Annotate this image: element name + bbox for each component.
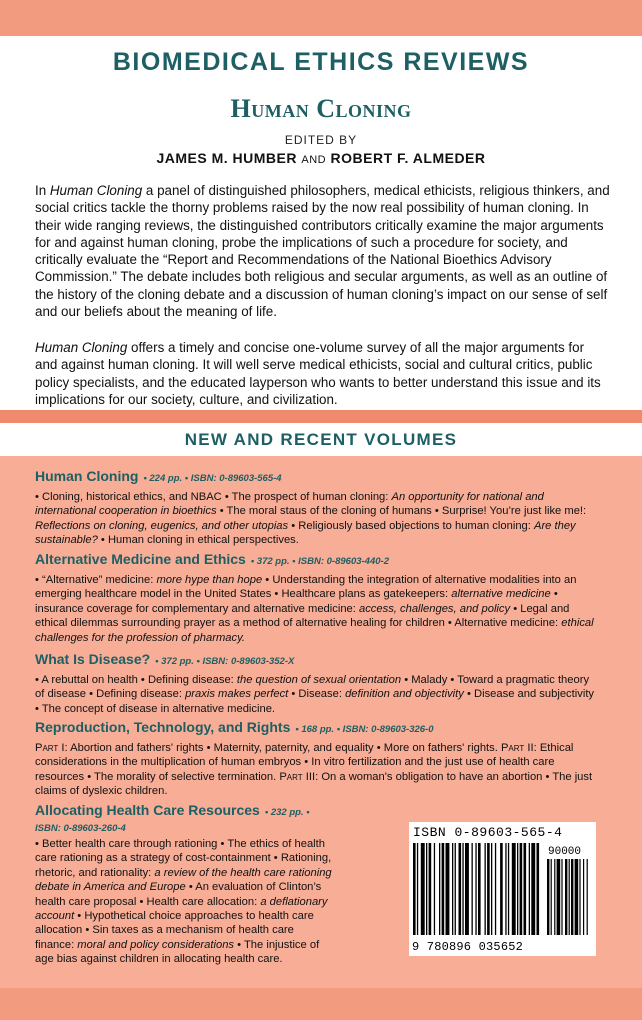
contents-italic: alternative medicine: [451, 588, 551, 601]
top-color-band: [0, 0, 642, 36]
contents-italic: definition and objectivity: [345, 688, 464, 701]
volume-title-text: Reproduction, Technology, and Rights: [35, 719, 291, 735]
barcode-bar: [529, 843, 530, 935]
contents-italic: more hype than hope: [156, 574, 263, 586]
editor-2: ROBERT F. ALMEDER: [330, 150, 486, 166]
barcode-addon: 90000: [548, 846, 582, 858]
barcode-addon-bar: [557, 859, 561, 935]
barcode-bar: [439, 843, 440, 935]
contents-italic: Are they sustainable?: [35, 519, 576, 547]
separator-band: [0, 410, 642, 423]
barcode-bar: [485, 843, 486, 935]
volume-entry-what-is-disease: [35, 650, 601, 716]
barcode-bar: [505, 843, 506, 935]
contents-text: • Malady • Toward a pragmatic theory of disease • Defining disease:: [35, 674, 590, 701]
volume-meta: • 224 pp. • ISBN: 0-89603-565-4: [143, 473, 282, 484]
volume-contents: [35, 490, 601, 548]
barcode-addon-bar: [571, 859, 573, 935]
barcode-bar: [475, 843, 476, 935]
volume-contents: [35, 837, 335, 967]
barcode-bar: [426, 843, 427, 935]
editors-and: AND: [301, 154, 327, 166]
barcode-addon-bar: [569, 859, 570, 935]
barcode-bar: [508, 843, 509, 935]
contents-text: • Legal and ethical dilemmas surrounding prayer as a method of alternative healing for children • Alternative medicine:: [35, 602, 570, 630]
volume-contents: [35, 573, 601, 645]
contents-text: : On a woman's obligation to have an abortion • The just claims of dyslexic children.: [35, 770, 593, 798]
barcode-bar: [446, 843, 450, 935]
contents-text: • Disease and subjectivity • The concept of disease in alternative medicine.: [35, 688, 595, 715]
contents-text: • Hypothetical choice approaches to health care allocation • Sin taxes as a mechanism of health care finance:: [35, 910, 314, 951]
volumes-heading-bar: [0, 423, 642, 456]
contents-part-label: Part I: [35, 742, 65, 754]
contents-text: • The moral staus of the cloning of humans • Surprise! You’re just like me!:: [216, 505, 587, 518]
barcode-bar: [413, 843, 416, 935]
barcode-bar: [452, 843, 453, 935]
contents-italic: a review of the health care rationing debate in America and Europe: [35, 866, 332, 894]
barcode-bar: [421, 843, 425, 935]
volume-meta: • 232 pp. •: [264, 807, 310, 818]
editor-1: JAMES M. HUMBER: [156, 150, 297, 166]
contents-italic: ethical challenges for the profession of pharmacy.: [35, 617, 594, 644]
contents-italic: a deflationary account: [35, 895, 328, 923]
barcode-addon-bar: [579, 859, 580, 935]
volume-title: [35, 718, 601, 739]
volume-contents: [35, 673, 601, 716]
volume-title: [35, 801, 335, 822]
barcode-bar: [434, 843, 435, 935]
contents-text: • Understanding the integration of alternative modalities into an emerging healthcare model in the United States • Healthcare plans as gatekeepers:: [35, 574, 577, 601]
contents-italic: An opportunity for national and international cooperation in bioethics: [35, 491, 544, 518]
description-paragraph-1: [35, 182, 610, 320]
contents-text: : Abortion and fathers' rights • Maternity, paternity, and equality • More on fathers' rights.: [64, 742, 501, 754]
barcode-addon-bar: [561, 859, 562, 935]
contents-text: • insurance coverage for complementary and alternative medicine:: [35, 588, 558, 615]
barcode-addon-bar: [554, 859, 555, 935]
contents-italic: access, challenges, and policy: [358, 602, 511, 615]
barcode-addon-bar: [575, 859, 579, 935]
barcode-bar: [462, 843, 463, 935]
barcode-bar: [524, 843, 527, 935]
barcode-bar: [520, 843, 523, 935]
barcode-bar: [465, 843, 469, 935]
barcode-bar: [472, 843, 473, 935]
barcode-addon-bar: [587, 859, 588, 935]
volume-meta: • 168 pp. • ISBN: 0-89603-326-0: [295, 724, 434, 735]
contents-part-label: Part II: [500, 742, 534, 754]
desc2-text: offers a timely and concise one-volume survey of all the major arguments for and against human cloning. It will well serve medical ethicists, social and cultural critics, public policy specialists, and the educated layperson who wants to better understand this issue and its implications for our society, culture, and civilization.: [35, 340, 601, 407]
volume-isbn: ISBN: 0-89603-260-4: [35, 823, 126, 834]
barcode-bar: [517, 843, 518, 935]
volumes-heading: NEW AND RECENT VOLUMES: [184, 430, 458, 449]
volume-title-text: Alternative Medicine and Ethics: [35, 551, 246, 567]
contents-text: • A rebuttal on health • Defining disease:: [35, 674, 237, 686]
volume-meta: • 372 pp. • ISBN: 0-89603-440-2: [250, 556, 389, 567]
barcode-addon-bar: [583, 859, 584, 935]
volume-title-text: What Is Disease?: [35, 651, 151, 667]
volume-entry-human-cloning: [35, 467, 601, 548]
barcode-addon-bar: [547, 859, 549, 935]
contents-part-label: Part III: [279, 770, 316, 783]
volume-meta: • 372 pp. • ISBN: 0-89603-352-X: [155, 656, 295, 667]
barcode-bars: [413, 843, 591, 939]
contents-italic: Reflections on cloning, eugenics, and other utopias: [35, 519, 289, 532]
volume-title-text: Allocating Health Care Resources: [35, 802, 260, 818]
desc1-text: a panel of distinguished philosophers, medical ethicists, religious thinkers, and social critics tackle the thorny problems raised by the now real possibility of human cloning. In their wide ranging reviews, the distinguished contributors critically examine the major arguments for and against human cloning, probe the implications of such a procedure for society, and critically evaluate the “Report and Recommendations of the National Bioethics Advisory Commission.” The debate includes both religious and secular arguments, as well as an outline of the history of the cloning debate and a discussion of human cloning’s impact on our sense of self and our beliefs about the meaning of life.: [35, 183, 610, 320]
barcode-bar: [442, 843, 445, 935]
contents-italic: moral and policy considerations: [77, 938, 235, 951]
description-paragraph-2: [35, 339, 610, 408]
volume-entry-reproduction: [35, 718, 601, 799]
barcode-ean: 9 780896 035652: [412, 940, 524, 954]
barcode-addon-bar: [565, 859, 567, 935]
bottom-color-band: [0, 988, 642, 1020]
barcode-bar: [417, 843, 418, 935]
contents-text: • Better health care through rationing • The ethics of health care rationing as a strategy of cost-containment • Rationing, rhetoric, and rationality:: [35, 838, 332, 879]
volume-title-text: Human Cloning: [35, 468, 139, 484]
contents-text: • An evaluation of Clinton’s health care proposal • Health care allocation:: [35, 881, 322, 908]
barcode-bar: [455, 843, 456, 935]
desc1-book-title: Human Cloning: [49, 183, 143, 198]
barcode-bar: [500, 843, 503, 935]
barcode-bar: [512, 843, 516, 935]
series-title: BIOMEDICAL ETHICS REVIEWS: [112, 48, 530, 76]
contents-text: • Disease:: [288, 688, 346, 701]
volume-entry-allocating-health-care: [35, 801, 335, 967]
desc2-book-title: Human Cloning: [35, 340, 128, 355]
barcode-bar: [537, 843, 540, 935]
desc1-lead: In: [35, 183, 50, 198]
contents-text: : Ethical considerations in the multiplication of human embryos • In vitro fertilization and the just use of health care resources • The morality of selective termination.: [35, 742, 574, 783]
contents-italic: the question of sexual orientation: [236, 674, 402, 686]
volume-contents: [35, 741, 601, 799]
barcode-bar: [487, 843, 490, 935]
barcode-isbn: ISBN 0-89603-565-4: [413, 825, 563, 840]
edited-by-label: EDITED BY: [284, 133, 358, 147]
barcode-bar: [478, 843, 481, 935]
barcode-bar: [429, 843, 432, 935]
contents-text: • Religiously based objections to human cloning:: [288, 519, 534, 532]
barcode: [409, 822, 596, 956]
contents-italic: praxis makes perfect: [185, 688, 289, 701]
editors-line: [0, 150, 642, 166]
volume-title: [35, 650, 601, 671]
volume-title: [35, 550, 601, 571]
volume-entry-alternative-medicine: [35, 550, 601, 645]
barcode-bar: [531, 843, 535, 935]
volume-title: [35, 467, 601, 488]
contents-text: • The injustice of age bias against children in allocating health care.: [35, 938, 320, 966]
contents-text: • Human cloning in ethical perspectives.: [97, 534, 299, 547]
book-title: Human Cloning: [230, 94, 412, 123]
barcode-bar: [491, 843, 492, 935]
barcode-addon-bar: [551, 859, 552, 935]
barcode-bar: [495, 843, 496, 935]
contents-text: • Cloning, historical ethics, and NBAC • The prospect of human cloning:: [35, 491, 392, 503]
barcode-bar: [459, 843, 462, 935]
contents-text: • “Alternative” medicine:: [35, 574, 157, 586]
